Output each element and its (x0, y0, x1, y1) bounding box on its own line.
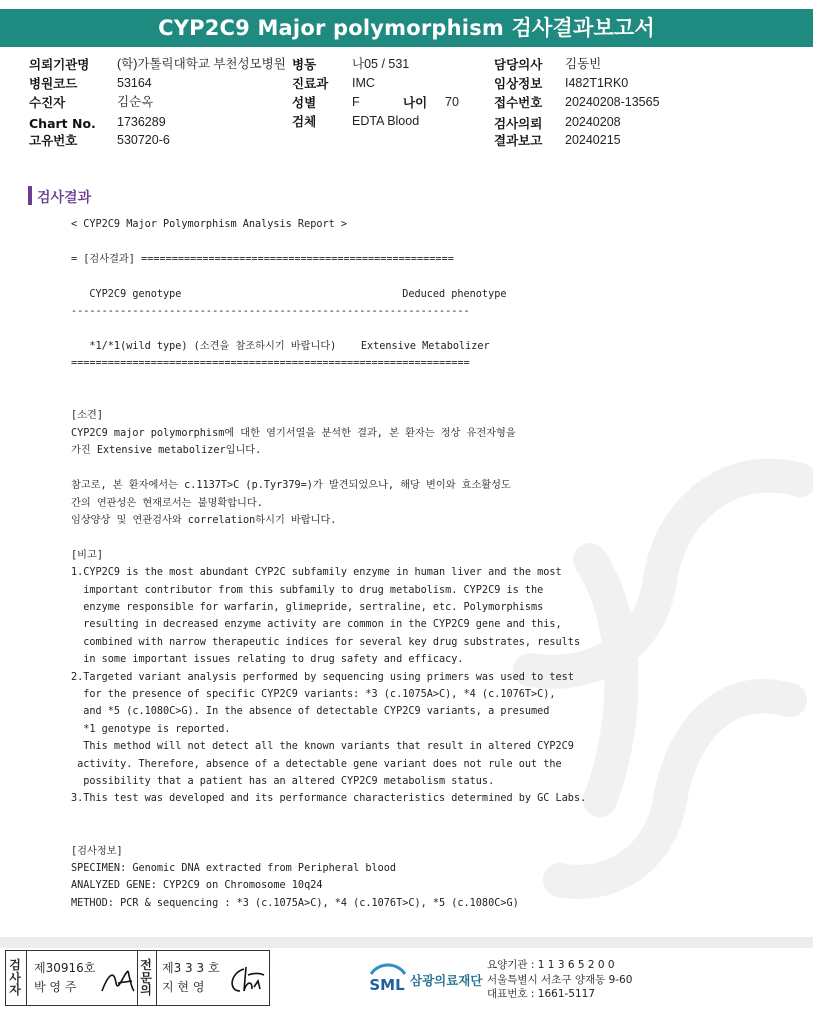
org-phone: 대표번호 : 1661-5117 (487, 988, 596, 1000)
divider (137, 951, 138, 1005)
report-line: CYP2C9 genotype Deduced phenotype (71, 288, 507, 300)
value-specimen: EDTA Blood (352, 114, 420, 128)
value-doctor: 김동빈 (565, 57, 602, 71)
label-unique-no: 고유번호 (29, 133, 78, 148)
examiner-signature (98, 965, 138, 997)
value-test-request: 20240208 (565, 115, 621, 129)
value-sex: F (352, 95, 360, 109)
report-line: 임상양상 및 연관검사와 correlation하시기 바랍니다. (71, 514, 337, 526)
report-line: possibility that a patient has an altered CYP2C9 metabolism status. (71, 776, 495, 787)
value-patient: 김순옥 (117, 95, 154, 109)
top-strip (0, 0, 813, 9)
report-line: ANALYZED GENE: CYP2C9 on Chromosome 10q24 (71, 880, 323, 892)
value-receipt-no: 20240208-13565 (565, 95, 660, 109)
sml-logo-icon (365, 960, 409, 998)
report-line: SPECIMEN: Genomic DNA extracted from Peripheral blood (71, 863, 397, 875)
report-line (71, 808, 601, 825)
report-line: 참고로, 본 환자에서는 c.1137T>C (p.Tyr379=)가 발견되었으나, 해당 변이와 효소활성도 (71, 480, 511, 492)
section-marker (28, 186, 32, 205)
section-title: 검사결과 (37, 190, 92, 206)
report-line: *1/*1(wild type) (소견을 참조하시기 바랍니다) Extensive Metabolizer (71, 340, 490, 352)
report-line: CYP2C9 major polymorphism에 대한 염기서열을 분석한 결과, 본 환자는 정상 유전자형을 (71, 427, 516, 439)
report-line: = [검사결과] =================================================== (71, 253, 454, 265)
report-line (71, 373, 601, 390)
report-line (71, 460, 601, 477)
report-line: important contributor from this subfamily to drug metabolism. CYP2C9 is the (71, 584, 544, 596)
divider (26, 951, 27, 1005)
value-result-report: 20240215 (565, 133, 621, 147)
report-line: [비고] (71, 549, 103, 561)
report-line: resulting in decreased enzyme activity are common in the CYP2C9 gene and this, (71, 619, 562, 631)
value-ward: 나05 / 531 (352, 57, 410, 71)
report-line: 가진 Extensive metabolizer입니다. (71, 445, 262, 457)
report-line (71, 320, 601, 337)
label-ward: 병동 (292, 57, 317, 72)
label-clinical-info: 임상정보 (494, 76, 543, 91)
label-chart-no: Chart No. (29, 116, 96, 131)
report-line: 간의 연관성은 현재로서는 불명확합니다. (71, 497, 263, 509)
value-age: 70 (445, 95, 459, 109)
report-body (71, 216, 601, 912)
report-line: 1.CYP2C9 is the most abundant CYP2C subfamily enzyme in human liver and the most (71, 567, 562, 579)
value-unique-no: 530720-6 (117, 133, 170, 147)
org-address: 서울특별시 서초구 양재동 9-60 (487, 973, 633, 986)
report-line: [검사정보] (71, 845, 123, 857)
report-line (71, 233, 601, 250)
report-line: and *5 (c.1080C>G). In the absence of detectable CYP2C9 variants, a presumed (71, 706, 550, 718)
examiner-name: 박 영 주 (34, 980, 77, 994)
label-test-request: 검사의뢰 (494, 116, 543, 131)
report-line: ----------------------------------------------------------------- (71, 306, 470, 318)
divider (156, 951, 157, 1005)
examiner-label: 검 사 자 (9, 958, 21, 997)
label-specimen: 검체 (292, 114, 317, 129)
value-chart-no: 1736289 (117, 115, 166, 129)
report-title: CYP2C9 Major polymorphism 검사결과보고서 (0, 9, 813, 47)
report-line: enzyme responsible for warfarin, glimepride, sertraline, etc. Polymorphisms (71, 601, 544, 613)
report-line: ================================================================= (71, 358, 470, 370)
org-code: 요양기관 : 1 1 3 6 5 2 0 0 (487, 959, 615, 971)
value-department: IMC (352, 76, 375, 90)
value-clinical-info: I482T1RK0 (565, 76, 629, 90)
specialist-signature (224, 963, 266, 997)
value-hospital-code: 53164 (117, 76, 152, 90)
report-line (71, 268, 601, 285)
label-department: 진료과 (292, 76, 329, 91)
report-line: This method will not detect all the known variants that result in altered CYP2C9 (71, 741, 574, 753)
signature-box (5, 950, 270, 1006)
label-patient: 수진자 (29, 95, 66, 110)
report-line: 3.This test was developed and its performance characteristics determined by GC Labs. (71, 793, 587, 805)
label-sex: 성별 (292, 95, 317, 110)
report-line (71, 390, 601, 407)
report-line: METHOD: PCR & sequencing : *3 (c.1075A>C), *4 (c.1076T>C), *5 (c.1080C>G) (71, 897, 519, 909)
footer-divider (0, 937, 813, 948)
label-hospital-code: 병원코드 (29, 76, 78, 91)
report-line: 2.Targeted variant analysis performed by sequencing using primers was used to test (71, 671, 574, 683)
report-line: combined with narrow therapeutic indices for several key drug substrates, results (71, 636, 581, 648)
specialist-license-no: 제3 3 3 호 (162, 961, 220, 975)
org-info (487, 958, 632, 1002)
report-line: < CYP2C9 Major Polymorphism Analysis Report > (71, 219, 348, 230)
examiner-license-no: 제30916호 (34, 961, 96, 975)
report-line (71, 825, 601, 842)
report-line: activity. Therefore, absence of a detectable gene variant does not rule out the (71, 758, 562, 770)
specialist-name: 지 현 영 (162, 980, 205, 994)
label-requesting-institution: 의뢰기관명 (29, 57, 90, 72)
label-receipt-no: 접수번호 (494, 95, 543, 110)
org-name: 삼광의료재단 (410, 973, 483, 988)
report-line: [소견] (71, 410, 103, 422)
label-age: 나이 (403, 95, 428, 110)
label-result-report: 결과보고 (494, 133, 543, 148)
label-doctor: 담당의사 (494, 57, 543, 72)
svg-text:SML: SML (369, 976, 405, 994)
report-line: in some important issues relating to drug safety and efficacy. (71, 654, 464, 666)
specialist-label: 전 문 의 (140, 958, 152, 997)
report-line (71, 529, 601, 546)
report-line: for the presence of specific CYP2C9 variants: *3 (c.1075A>C), *4 (c.1076T>C), (71, 688, 556, 700)
report-line: *1 genotype is reported. (71, 723, 231, 735)
value-requesting-institution: (학)가톨릭대학교 부천성모병원 (117, 57, 286, 71)
